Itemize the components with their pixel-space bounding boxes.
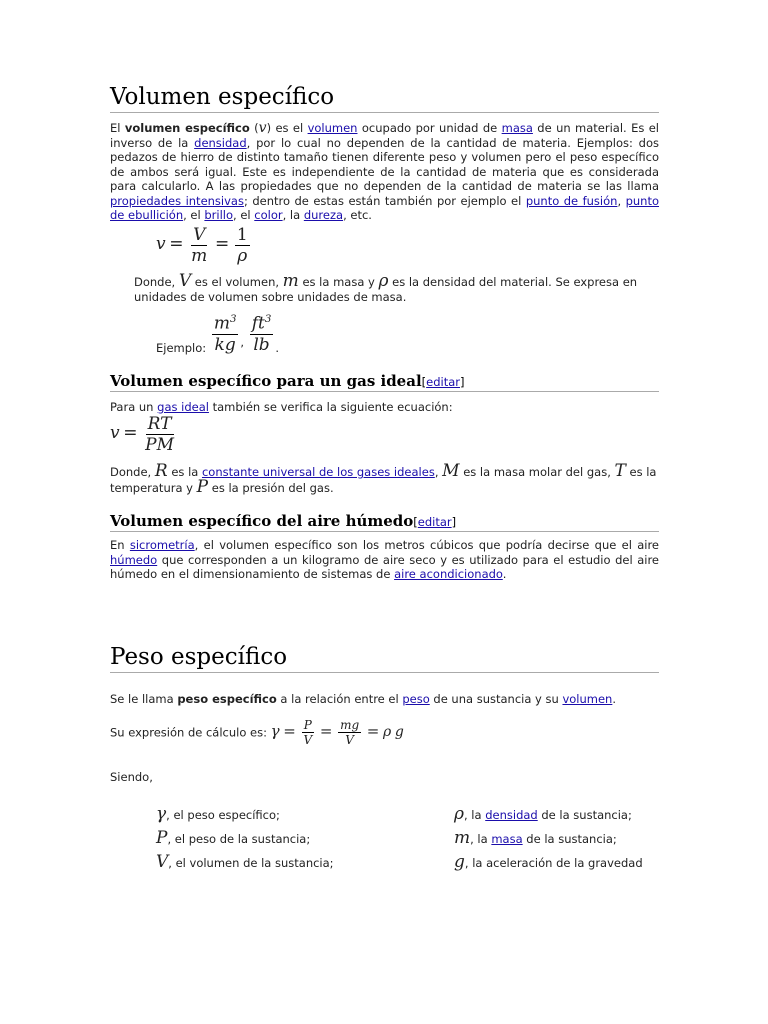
denominator: ρ — [237, 246, 248, 266]
math-v: v — [258, 120, 267, 136]
edit-link[interactable]: editar — [417, 515, 452, 529]
intro-paragraph — [110, 121, 659, 223]
math-m: m — [282, 271, 299, 291]
fraction-P-over-V — [302, 718, 315, 747]
symbol-description: , el peso específico; — [166, 808, 280, 822]
expression-label: Su expresión de cálculo es: — [110, 725, 271, 740]
formula-gas-ideal — [110, 414, 178, 455]
text: ocupado por unidad de — [357, 121, 502, 135]
link-punto-de-ebullicion[interactable]: punto de ebullición — [110, 193, 659, 222]
symbol: ρ — [454, 804, 464, 824]
numerator: ft — [251, 313, 265, 334]
link-densidad[interactable]: densidad — [194, 135, 247, 150]
symbol-list-right — [454, 803, 643, 875]
text: . — [502, 567, 507, 581]
text: , — [617, 193, 626, 208]
ejemplo-units — [156, 310, 279, 355]
link-densidad-2[interactable]: densidad — [485, 808, 538, 822]
math-P: P — [196, 476, 209, 497]
heading-text: Volumen específico del aire húmedo — [110, 512, 414, 530]
text: . — [612, 692, 617, 706]
fraction-RT-over-PM — [143, 414, 176, 455]
link-propiedades-intensivas[interactable]: propiedades intensivas — [110, 193, 244, 208]
symbol: γ — [156, 804, 167, 824]
heading-aire-humedo — [110, 512, 659, 532]
bracket: ] — [460, 375, 465, 389]
text: es la — [167, 465, 202, 479]
heading-volumen-especifico: Volumen específico — [110, 84, 659, 113]
formula-specific-volume — [156, 225, 252, 266]
symbol-list-left — [156, 803, 334, 875]
ejemplo-label: Ejemplo: — [156, 340, 210, 355]
math-V: V — [178, 271, 192, 291]
peso-intro — [110, 692, 659, 707]
heading-peso-especifico: Peso específico — [110, 644, 659, 673]
link-constante-universal[interactable]: constante universal de los gases ideales — [201, 465, 435, 479]
exponent: 3 — [264, 314, 272, 325]
peso-expression — [110, 718, 404, 747]
math-lhs: v — [156, 234, 166, 254]
text: ) es el — [266, 121, 308, 135]
text: , por lo cual no dependen de la cantidad de materia. Ejemplos: dos pedazos de hierro de distinto tamaño tienen diferente peso y volumen pero el peso específico de ambos será igual. Este es independiente de la cantidad de materia que es considerada para calcularlo. A las propiedades que no dependen de la cantidad de materia se las llama — [110, 135, 659, 193]
symbol-description: , el peso de la sustancia; — [167, 832, 311, 846]
symbol: P — [156, 828, 168, 848]
aire-humedo-paragraph — [110, 538, 659, 582]
text: Donde, — [134, 275, 179, 289]
list-item — [454, 827, 643, 851]
link-masa[interactable]: masa — [501, 121, 533, 135]
text: ; dentro de estas están también por ejemplo el — [243, 193, 526, 208]
bracket: [ — [421, 375, 427, 389]
list-item — [454, 803, 643, 827]
math-eq: = — [123, 423, 138, 443]
list-item — [454, 851, 643, 875]
text: , la — [464, 808, 486, 822]
numerator: 1 — [236, 225, 248, 245]
list-item — [156, 803, 334, 827]
math-eq: = — [366, 722, 380, 740]
math-eq: = — [169, 234, 184, 254]
symbol: g — [454, 852, 465, 872]
text: , el — [233, 208, 255, 222]
text: , — [434, 465, 443, 479]
text: En — [110, 538, 130, 552]
text: , el volumen específico son los metros cúbicos que podría decirse que el aire — [194, 538, 659, 552]
gas-ideal-donde — [110, 461, 659, 497]
text: Para un — [110, 400, 158, 414]
text: que corresponden a un kilogramo de aire seco y es utilizado para el estudio del aire húmedo en el dimensionamiento de sistemas de — [110, 552, 659, 581]
denominator: m — [191, 246, 208, 266]
bold-term: volumen específico — [124, 121, 250, 135]
math-R: R — [154, 461, 168, 481]
denominator: lb — [253, 334, 270, 355]
symbol: m — [454, 828, 471, 848]
edit-link[interactable]: editar — [426, 375, 460, 389]
symbol-description: , el volumen de la sustancia; — [168, 856, 334, 870]
math-eq: = — [214, 234, 230, 254]
text: de la sustancia; — [522, 832, 617, 846]
heading-gas-ideal — [110, 372, 659, 392]
link-color[interactable]: color — [254, 208, 283, 222]
link-volumen-2[interactable]: volumen — [562, 692, 613, 706]
denominator: kg — [214, 334, 236, 355]
numerator: V — [193, 225, 206, 245]
donde-paragraph — [134, 271, 659, 304]
math-M: M — [442, 461, 460, 481]
text: es la masa molar del gas, — [459, 465, 615, 479]
numerator: P — [303, 718, 312, 732]
numerator: RT — [147, 414, 172, 434]
link-aire-acondicionado[interactable]: aire acondicionado — [394, 567, 503, 581]
link-brillo[interactable]: brillo — [204, 208, 234, 222]
numerator: mg — [340, 718, 360, 732]
text: es la presión del gas. — [208, 480, 334, 495]
text: Donde, — [110, 465, 155, 479]
math-rho: ρ — [378, 271, 389, 291]
math-T: T — [614, 461, 626, 481]
math-eq: = — [283, 722, 296, 740]
text: de una sustancia y su — [429, 692, 563, 706]
fraction-v-over-m — [189, 225, 209, 266]
siendo-label: Siendo, — [110, 770, 153, 784]
math-lhs: v — [110, 423, 120, 443]
gas-ideal-intro — [110, 400, 659, 415]
denominator: V — [303, 733, 313, 747]
fraction-mg-over-V — [338, 718, 361, 747]
link-gas-ideal[interactable]: gas ideal — [157, 400, 209, 414]
bracket: ] — [451, 515, 457, 529]
text: , la aceleración de la gravedad — [464, 856, 643, 870]
text: es el volumen, — [191, 275, 283, 289]
text: El — [110, 121, 125, 135]
math-g: g — [394, 724, 404, 740]
numerator: m — [213, 313, 230, 334]
text: a la relación entre el — [276, 692, 403, 706]
denominator: V — [345, 733, 354, 747]
fraction-ft3-lb — [250, 310, 274, 355]
heading-text: Volumen específico para un gas ideal — [110, 372, 422, 390]
link-sicrometria[interactable]: sicrometría — [129, 538, 195, 552]
text: Se le llama — [110, 692, 178, 706]
fraction-m3-kg — [212, 310, 239, 355]
link-humedo[interactable]: húmedo — [110, 552, 158, 567]
text: , la — [282, 208, 304, 222]
text: ( — [249, 121, 259, 135]
link-punto-de-fusion[interactable]: punto de fusión — [525, 193, 618, 208]
text: de un material. Es el inverso de la — [110, 121, 659, 150]
math-gamma: γ — [270, 722, 280, 740]
text: de la sustancia; — [537, 808, 632, 822]
separator: , — [240, 334, 245, 349]
exponent: 3 — [229, 314, 237, 325]
bold-term: peso específico — [177, 692, 277, 706]
symbol: V — [156, 852, 169, 872]
math-eq: = — [319, 722, 333, 740]
text: , la — [470, 832, 492, 846]
list-item — [156, 827, 334, 851]
text: , etc. — [343, 208, 372, 222]
link-volumen[interactable]: volumen — [307, 121, 358, 135]
link-masa-2[interactable]: masa — [491, 832, 523, 846]
math-rho: ρ — [383, 724, 392, 740]
text: también se verifica la siguiente ecuación: — [208, 400, 453, 414]
link-dureza[interactable]: dureza — [303, 208, 344, 222]
text: es la temperatura y — [110, 465, 657, 495]
text: , el — [183, 208, 205, 222]
denominator: PM — [145, 435, 175, 455]
period: . — [275, 340, 279, 355]
fraction-1-over-rho — [235, 225, 250, 266]
list-item — [156, 851, 334, 875]
link-peso[interactable]: peso — [402, 692, 430, 706]
bracket: [ — [413, 515, 418, 529]
text: es la masa y — [298, 275, 379, 289]
text: es la densidad del material. Se expresa en unidades de volumen sobre unidades de masa. — [134, 275, 638, 304]
